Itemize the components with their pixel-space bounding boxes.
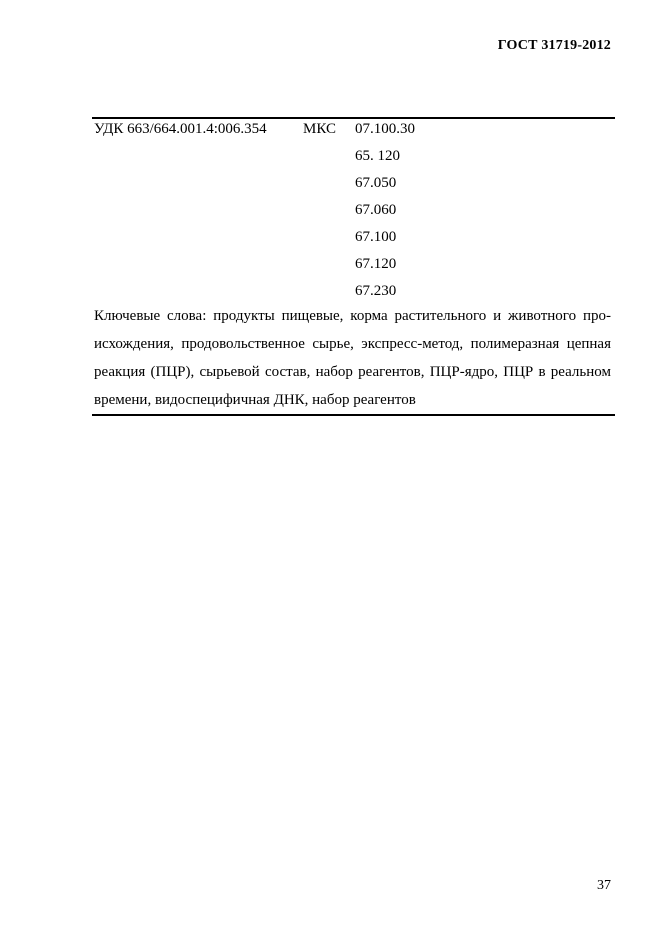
- mks-code: 67.050: [355, 175, 397, 191]
- mks-code: 67.230: [355, 283, 397, 299]
- mks-code: 67.100: [355, 229, 397, 245]
- udk-code: УДК 663/664.001.4:006.354: [94, 121, 267, 137]
- mks-code: 07.100.30: [355, 121, 415, 137]
- mks-code: 65. 120: [355, 148, 400, 164]
- bottom-divider: [92, 414, 615, 416]
- mks-code: 67.120: [355, 256, 397, 272]
- standard-code-header: ГОСТ 31719-2012: [497, 38, 611, 53]
- top-divider: [92, 117, 615, 119]
- mks-code: 67.060: [355, 202, 397, 218]
- page-number: 37: [597, 878, 611, 893]
- mks-code-list: [355, 120, 415, 309]
- mks-label: МКС: [303, 121, 336, 137]
- keywords-paragraph: Ключевые слова: продукты пищевые, корма растительного и животного происхождения, продовольственное сырье, экспресс-метод, полимеразная цепная реакция (ПЦР), сырьевой состав, набор реагентов, ПЦР-ядро, ПЦР в реальном времени, видоспецифичная ДНК, набор реагентов: [94, 308, 611, 408]
